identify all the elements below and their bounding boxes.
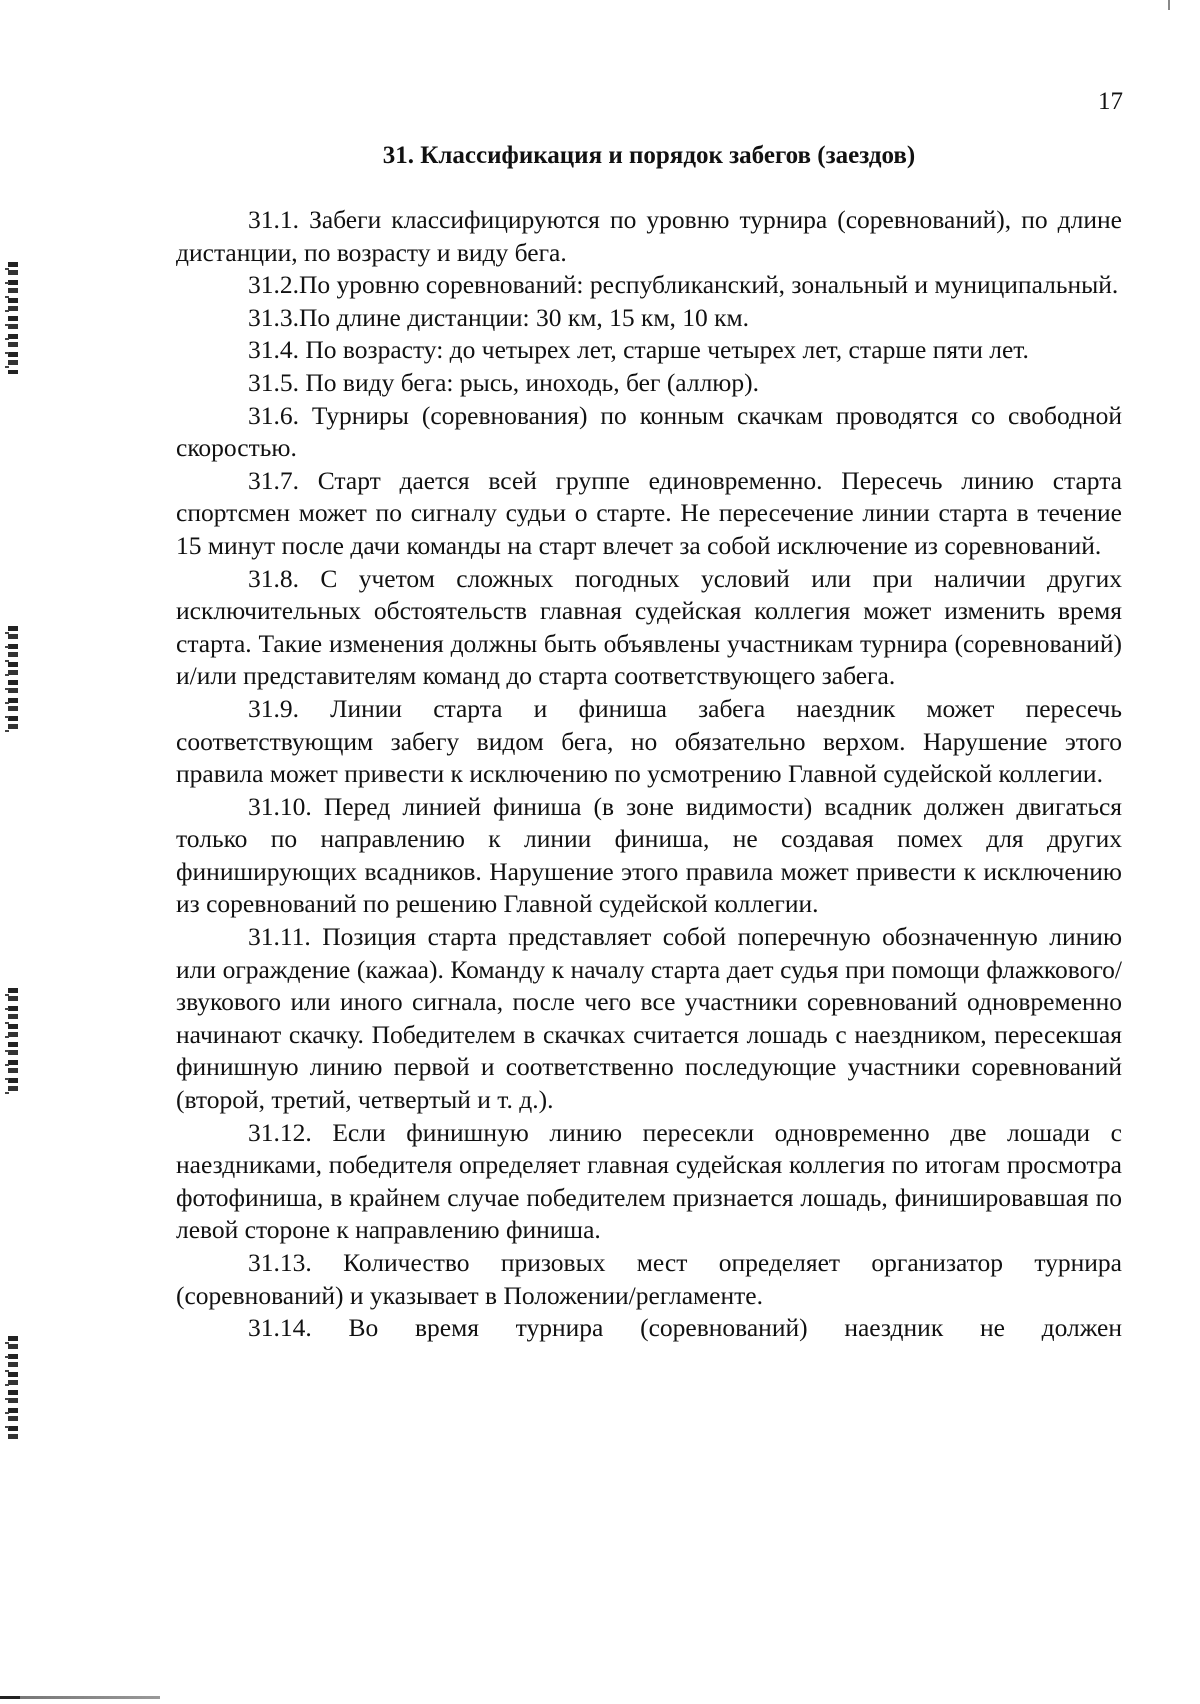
paragraph-31-3: 31.3.По длине дистанции: 30 км, 15 км, 10 км. [248,302,750,332]
binding-hole-mark [8,626,18,734]
section-heading: 31. Классификация и порядок забегов (заездов) [382,142,916,169]
paragraph-31-8: 31.8. С учетом сложных погодных условий или при наличии других исключительных обстоятельств главная судейская коллегия может изменить время старта. Такие изменения должны быть объявлены участникам турнира (соревнований) и/или представителям команд до старта соответствующего забега. [176,563,1122,691]
paragraph-31-2: 31.2.По уровню соревнований: республиканский, зональный и муниципальный. [248,270,1119,300]
paragraph-31-7: 31.7. Старт дается всей группе единовременно. Пересечь линию старта спортсмен может по сигналу судьи о старте. Не пересечение линии старта в течение 15 минут после дачи команды на старт влечет за собой исключение из соревнований. [176,465,1122,560]
paragraph-31-13: 31.13. Количество призовых мест определяет организатор турнира (соревнований) и указывает в Положении/регламенте. [176,1248,1122,1310]
binding-hole-mark [8,988,18,1094]
paragraph-31-10: 31.10. Перед линией финиша (в зоне видимости) всадник должен двигаться только по направлению к линии финиша, не создавая помех для других финиширующих всадников. Нарушение этого правила может привести к исключению из соревнований по решению Главной судейской коллегии. [176,791,1122,919]
scan-edge-mark [1168,0,1170,10]
scan-bottom-edge [0,1696,160,1699]
document-body [176,204,1122,1345]
paragraph-31-11: 31.11. Позиция старта представляет собой поперечную обозначенную линию или ограждение (кажаа). Команду к началу старта дает судья при помощи флажкового/звукового или иного сигнала, после чего все участники соревнований одновременно начинают скачку. Победителем в скачках считается лошадь с наездником, пересекшая финишную линию первой и соответственно последующие участники соревнований (второй, третий, четвертый и т. д.). [176,922,1122,1115]
binding-hole-mark [8,1336,18,1440]
paragraph-31-6: 31.6. Турниры (соревнования) по конным скачкам проводятся со свободной скоростью. [176,400,1122,463]
page-number: 17 [1098,88,1123,115]
paragraph-31-5: 31.5. По виду бега: рысь, иноходь, бег (аллюр). [248,367,759,397]
paragraph-31-14: 31.14. Во время турнира (соревнований) наездник не должен [248,1313,1122,1343]
paragraph-31-12: 31.12. Если финишную линию пересекли одновременно две лошади с наездниками, победителя определяет главная судейская коллегия по итогам просмотра фотофиниша, в крайнем случае победителем признается лошадь, финишировавшая по левой стороне к направлению финиша. [176,1117,1122,1245]
paragraph-31-4: 31.4. По возрасту: до четырех лет, старше четырех лет, старше пяти лет. [248,335,1029,365]
paragraph-31-1: 31.1. Забеги классифицируются по уровню турнира (соревнований), по длине дистанции, по возрасту и виду бега. [176,205,1122,267]
paragraph-31-9: 31.9. Линии старта и финиша забега наездник может пересечь соответствующим забегу видом бега, но обязательно верхом. Нарушение этого правила может привести к исключению по усмотрению Главной судейской коллегии. [176,693,1122,789]
binding-hole-mark [8,262,18,374]
